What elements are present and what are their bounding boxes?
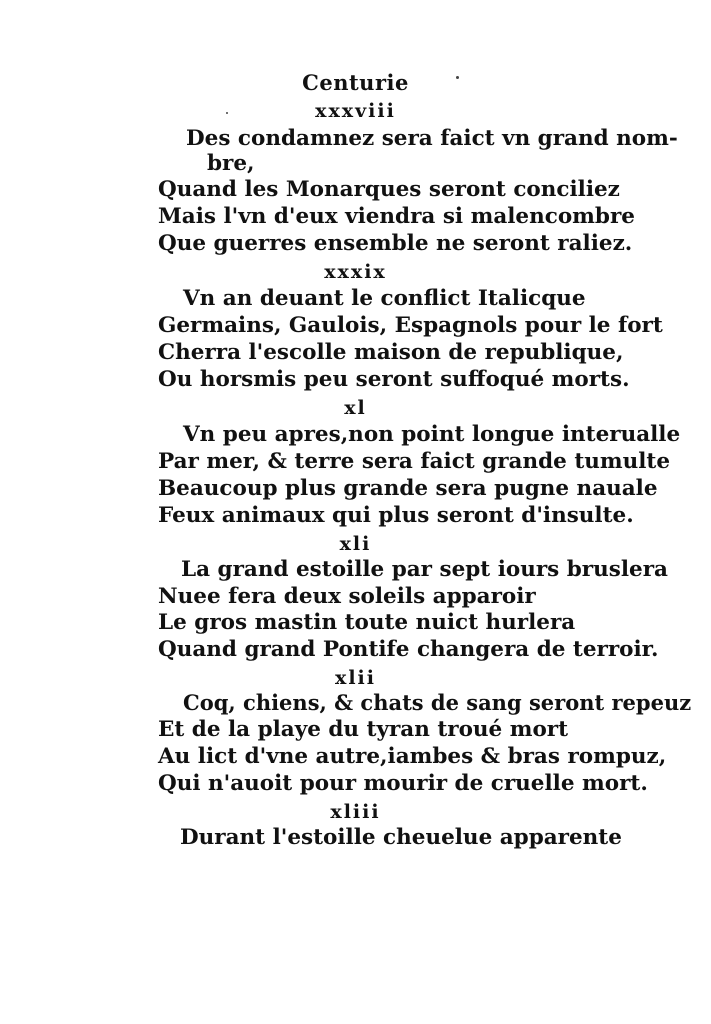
page-header: Centurie — [302, 70, 409, 95]
verse-line: Au lict d'vne autre,iambes & bras rompuz, — [158, 744, 667, 769]
verse-line: Germains, Gaulois, Espagnols pour le fort — [158, 313, 663, 338]
verse-line: Quand les Monarques seront conciliez — [158, 177, 620, 202]
verse-line: Beaucoup plus grande sera pugne nauale — [158, 476, 658, 501]
verse-line: Cherra l'escolle maison de republique, — [158, 340, 624, 365]
quatrain-number: xli — [339, 533, 372, 555]
verse-line: Ou horsmis peu seront suffoqué morts. — [158, 367, 630, 392]
verse-line: Et de la playe du tyran troué mort — [158, 717, 569, 742]
quatrain-number: xxxix — [324, 261, 387, 283]
verse-line: Mais l'vn d'eux viendra si malencombre — [158, 204, 635, 229]
quatrain-number: xl — [344, 397, 367, 419]
verse-line: Que guerres ensemble ne seront raliez. — [158, 231, 633, 256]
verse-line: Feux animaux qui plus seront d'insulte. — [158, 503, 634, 528]
verse-line: Par mer, & terre sera faict grande tumulte — [158, 449, 671, 474]
verse-line: Vn an deuant le conflict Italicque — [183, 286, 586, 311]
verse-line: Le gros mastin toute nuict hurlera — [158, 610, 576, 635]
verse-line: Quand grand Pontife changera de terroir. — [158, 637, 659, 662]
ink-speck — [226, 112, 228, 114]
quatrain-number: xxxviii — [315, 100, 396, 122]
verse-line: Nuee fera deux soleils apparoir — [158, 584, 536, 609]
verse-line: bre, — [207, 151, 255, 176]
verse-line: Vn peu apres,non point longue interualle — [183, 422, 681, 447]
verse-line: La grand estoille par sept iours bruslera — [181, 557, 668, 582]
verse-line: Coq, chiens, & chats de sang seront repeuz — [183, 690, 692, 715]
quatrain-number: xliii — [330, 801, 381, 823]
verse-line: Des condamnez sera faict vn grand nom- — [186, 126, 678, 151]
quatrain-number: xlii — [335, 667, 376, 689]
verse-line: Qui n'auoit pour mourir de cruelle mort. — [158, 771, 648, 796]
ink-speck — [456, 76, 459, 79]
verse-line: Durant l'estoille cheuelue apparente — [180, 825, 622, 850]
